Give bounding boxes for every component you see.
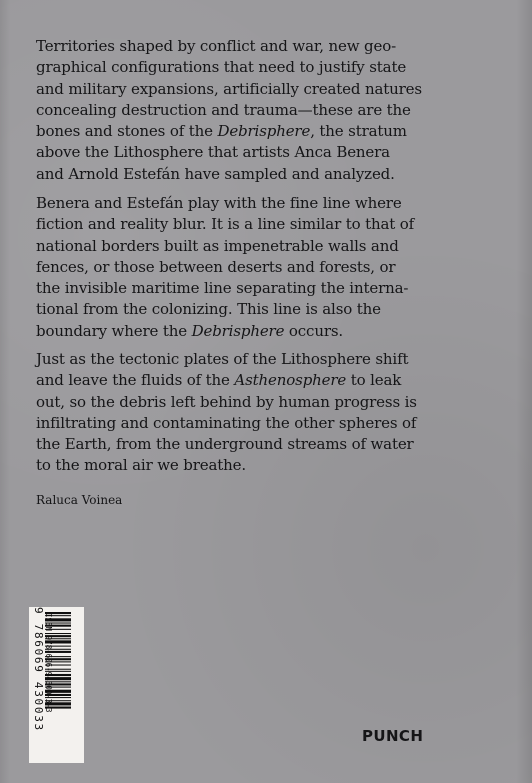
- blurb-line: [36, 370, 474, 391]
- blurb-text: and leave the fluids of the: [36, 371, 235, 390]
- blurb-text: fiction and reality blur. It is a line similar to that of: [36, 215, 415, 234]
- blurb-text: , the stratum: [310, 122, 407, 141]
- cover-right-edge-shadow: [516, 0, 532, 783]
- blurb-text: and Arnold Estefán have sampled and analyzed.: [36, 164, 395, 183]
- blurb-line: [36, 392, 474, 413]
- blurb-line: [36, 434, 474, 455]
- blurb-line: [36, 57, 474, 78]
- blurb-line: [36, 349, 474, 370]
- blurb-text: the Earth, from the underground streams of water: [36, 435, 414, 454]
- blurb-line: [36, 142, 474, 163]
- blurb-text: Territories shaped by conflict and war, new geo-: [36, 37, 396, 55]
- blurb-line: [36, 257, 474, 278]
- blurb-line: [36, 321, 474, 342]
- blurb-line: [36, 236, 474, 257]
- isbn-barcode: [29, 607, 84, 763]
- cover-left-edge-shadow: [0, 0, 10, 783]
- blurb-italic-term: Asthenosphere: [234, 371, 347, 390]
- blurb-line: [36, 193, 474, 214]
- blurb-text: and military expansions, artificially created natures: [36, 79, 422, 98]
- blurb-text: above the Lithosphere that artists Anca Benera: [36, 143, 390, 162]
- publisher-logo: PUNCH: [362, 727, 424, 745]
- blurb-paragraph-1: [36, 36, 474, 185]
- blurb-text: the invisible maritime line separating the interna-: [36, 279, 409, 298]
- blurb-text: out, so the debris left behind by human progress is: [36, 392, 417, 411]
- blurb-line: [36, 413, 474, 434]
- blurb-text: to leak: [346, 371, 402, 390]
- blurb-line: [36, 36, 474, 57]
- blurb-line: [36, 278, 474, 299]
- barcode-digits-text: 9 786069 430033: [32, 607, 45, 732]
- blurb-paragraph-3: [36, 349, 474, 477]
- blurb-text: infiltrating and contaminating the other spheres of: [36, 413, 417, 432]
- blurb-line: [36, 214, 474, 235]
- blurb-text: bones and stones of the: [36, 122, 218, 141]
- isbn-label: [43, 607, 54, 763]
- blurb-text: graphical configurations that need to justify state: [36, 58, 407, 77]
- blurb-line: [36, 164, 474, 185]
- blurb-text: national borders built as impenetrable walls and: [36, 236, 399, 255]
- blurb-text: concealing destruction and trauma—these are the: [36, 100, 411, 119]
- blurb-line: [36, 455, 474, 476]
- blurb-text: Just as the tectonic plates of the Lithosphere shift: [36, 350, 409, 368]
- blurb-text: tional from the colonizing. This line is also the: [36, 300, 381, 319]
- blurb-line: [36, 121, 474, 142]
- blurb-italic-term: Debrisphere: [217, 122, 311, 141]
- blurb-paragraph-2: [36, 193, 474, 342]
- blurb-text: occurs.: [284, 321, 344, 340]
- blurb-text: Benera and Estefán play with the fine line where: [36, 194, 402, 212]
- blurb-text: to the moral air we breathe.: [36, 456, 246, 475]
- blurb-text: fences, or those between deserts and forests, or: [36, 257, 396, 276]
- blurb-italic-term: Debrisphere: [191, 321, 285, 340]
- author-name: Raluca Voinea: [36, 493, 123, 507]
- blurb-text: boundary where the: [36, 321, 192, 340]
- blurb-line: [36, 299, 474, 320]
- isbn-label-text: ISBN 978-606-94300-3-3: [44, 613, 53, 713]
- blurb-line: [36, 79, 474, 100]
- blurb-line: [36, 100, 474, 121]
